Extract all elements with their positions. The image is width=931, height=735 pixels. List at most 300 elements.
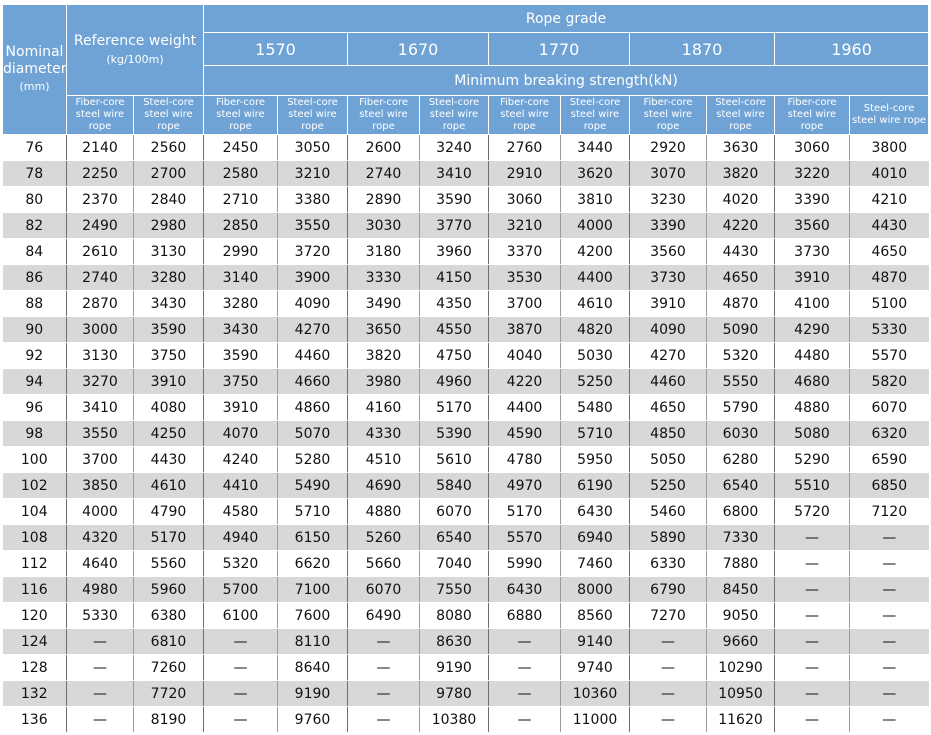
table-row	[3, 707, 929, 733]
value-cell: 4430	[707, 239, 775, 265]
value-cell: —	[775, 577, 850, 603]
steel-core-subheader: Steel-core steel wire rope	[420, 96, 489, 135]
value-cell: 2740	[348, 161, 420, 187]
diameter-cell: 82	[3, 213, 67, 239]
value-cell: —	[775, 525, 850, 551]
value-cell: 6800	[707, 499, 775, 525]
value-cell: 5490	[278, 473, 348, 499]
value-cell: 3730	[775, 239, 850, 265]
table-row	[3, 655, 929, 681]
value-cell: 6280	[707, 447, 775, 473]
value-cell: 5720	[775, 499, 850, 525]
value-cell: 3910	[775, 265, 850, 291]
value-cell: 10380	[420, 707, 489, 733]
rope-type-subheader-row	[3, 96, 929, 135]
value-cell: 4270	[630, 343, 707, 369]
value-cell: 4160	[348, 395, 420, 421]
value-cell: 4220	[489, 369, 561, 395]
value-cell: 4650	[630, 395, 707, 421]
value-cell: 2980	[134, 213, 204, 239]
value-cell: 4650	[850, 239, 929, 265]
value-cell: 5250	[630, 473, 707, 499]
value-cell: 8110	[278, 629, 348, 655]
diameter-cell: 94	[3, 369, 67, 395]
value-cell: 7550	[420, 577, 489, 603]
value-cell: —	[67, 707, 134, 733]
value-cell: 3000	[67, 317, 134, 343]
value-cell: —	[67, 629, 134, 655]
value-cell: 7040	[420, 551, 489, 577]
value-cell: 6880	[489, 603, 561, 629]
value-cell: 2850	[204, 213, 278, 239]
value-cell: 9050	[707, 603, 775, 629]
table-row	[3, 421, 929, 447]
value-cell: 3810	[561, 187, 630, 213]
value-cell: 5990	[489, 551, 561, 577]
value-cell: 5700	[204, 577, 278, 603]
value-cell: 3750	[204, 369, 278, 395]
value-cell: 9190	[420, 655, 489, 681]
value-cell: 5090	[707, 317, 775, 343]
diameter-cell: 86	[3, 265, 67, 291]
value-cell: 5950	[561, 447, 630, 473]
value-cell: 3650	[348, 317, 420, 343]
value-cell: 3980	[348, 369, 420, 395]
value-cell: 6380	[134, 603, 204, 629]
value-cell: 3910	[134, 369, 204, 395]
diameter-cell: 116	[3, 577, 67, 603]
value-cell: 3430	[134, 291, 204, 317]
value-cell: 5280	[278, 447, 348, 473]
value-cell: —	[204, 681, 278, 707]
value-cell: 4610	[561, 291, 630, 317]
value-cell: 2920	[630, 135, 707, 161]
value-cell: 6590	[850, 447, 929, 473]
value-cell: —	[204, 655, 278, 681]
diameter-cell: 78	[3, 161, 67, 187]
value-cell: 4250	[134, 421, 204, 447]
rope-grade-header: Rope grade	[204, 5, 929, 33]
value-cell: 5170	[134, 525, 204, 551]
value-cell: 4080	[134, 395, 204, 421]
value-cell: 9140	[561, 629, 630, 655]
diameter-cell: 136	[3, 707, 67, 733]
value-cell: 4870	[850, 265, 929, 291]
value-cell: —	[775, 681, 850, 707]
value-cell: 5560	[134, 551, 204, 577]
table-row	[3, 447, 929, 473]
value-cell: 3750	[134, 343, 204, 369]
value-cell: 8000	[561, 577, 630, 603]
value-cell: 3050	[278, 135, 348, 161]
value-cell: 4980	[67, 577, 134, 603]
value-cell: 6070	[348, 577, 420, 603]
value-cell: 3030	[348, 213, 420, 239]
reference-weight-header	[67, 5, 204, 96]
value-cell: 4100	[775, 291, 850, 317]
table-row	[3, 499, 929, 525]
grade-1960-header: 1960	[775, 33, 929, 66]
value-cell: 4880	[775, 395, 850, 421]
table-row	[3, 317, 929, 343]
value-cell: 3730	[630, 265, 707, 291]
diameter-cell: 104	[3, 499, 67, 525]
steel-core-subheader: Steel-core steel wire rope	[561, 96, 630, 135]
diameter-cell: 100	[3, 447, 67, 473]
value-cell: —	[630, 655, 707, 681]
value-cell: 2250	[67, 161, 134, 187]
value-cell: 3850	[67, 473, 134, 499]
diameter-cell: 112	[3, 551, 67, 577]
value-cell: 4590	[489, 421, 561, 447]
value-cell: 3130	[67, 343, 134, 369]
value-cell: 2580	[204, 161, 278, 187]
value-cell: 8630	[420, 629, 489, 655]
nominal-diameter-label: Nominal diameter	[3, 44, 67, 77]
value-cell: 4780	[489, 447, 561, 473]
value-cell: 3270	[67, 369, 134, 395]
value-cell: 5290	[775, 447, 850, 473]
value-cell: 4870	[707, 291, 775, 317]
reference-weight-label: Reference weight	[73, 32, 197, 49]
value-cell: 3550	[278, 213, 348, 239]
value-cell: 3140	[204, 265, 278, 291]
value-cell: 4460	[278, 343, 348, 369]
value-cell: —	[489, 655, 561, 681]
value-cell: 4240	[204, 447, 278, 473]
value-cell: 4270	[278, 317, 348, 343]
value-cell: 4350	[420, 291, 489, 317]
value-cell: 2610	[67, 239, 134, 265]
value-cell: —	[204, 707, 278, 733]
value-cell: 5570	[489, 525, 561, 551]
value-cell: 3590	[420, 187, 489, 213]
value-cell: 4610	[134, 473, 204, 499]
value-cell: 4430	[134, 447, 204, 473]
value-cell: 3910	[630, 291, 707, 317]
value-cell: 8560	[561, 603, 630, 629]
value-cell: 9190	[278, 681, 348, 707]
value-cell: 3370	[489, 239, 561, 265]
value-cell: —	[850, 525, 929, 551]
value-cell: 4320	[67, 525, 134, 551]
table-row	[3, 395, 929, 421]
value-cell: 3240	[420, 135, 489, 161]
value-cell: 3330	[348, 265, 420, 291]
value-cell: —	[489, 681, 561, 707]
value-cell: 5570	[850, 343, 929, 369]
value-cell: 2700	[134, 161, 204, 187]
value-cell: 5710	[561, 421, 630, 447]
value-cell: 7120	[850, 499, 929, 525]
value-cell: 4510	[348, 447, 420, 473]
value-cell: 3430	[204, 317, 278, 343]
value-cell: 5960	[134, 577, 204, 603]
value-cell: 2760	[489, 135, 561, 161]
value-cell: 2840	[134, 187, 204, 213]
value-cell: 6100	[204, 603, 278, 629]
value-cell: 4090	[278, 291, 348, 317]
value-cell: 3390	[630, 213, 707, 239]
value-cell: —	[630, 707, 707, 733]
value-cell: 3590	[204, 343, 278, 369]
value-cell: 4020	[707, 187, 775, 213]
value-cell: 3130	[134, 239, 204, 265]
value-cell: 8080	[420, 603, 489, 629]
value-cell: 4090	[630, 317, 707, 343]
value-cell: 5330	[850, 317, 929, 343]
nominal-diameter-unit: (mm)	[19, 80, 50, 93]
value-cell: 6070	[850, 395, 929, 421]
value-cell: 6330	[630, 551, 707, 577]
value-cell: 3070	[630, 161, 707, 187]
value-cell: 3550	[67, 421, 134, 447]
value-cell: 4550	[420, 317, 489, 343]
value-cell: 5480	[561, 395, 630, 421]
value-cell: 8450	[707, 577, 775, 603]
value-cell: 4200	[561, 239, 630, 265]
value-cell: 2910	[489, 161, 561, 187]
value-cell: 3280	[204, 291, 278, 317]
value-cell: 7330	[707, 525, 775, 551]
value-cell: 4650	[707, 265, 775, 291]
value-cell: 4210	[850, 187, 929, 213]
value-cell: 3620	[561, 161, 630, 187]
value-cell: 4290	[775, 317, 850, 343]
value-cell: 3210	[489, 213, 561, 239]
value-cell: —	[775, 551, 850, 577]
value-cell: 5710	[278, 499, 348, 525]
value-cell: 2140	[67, 135, 134, 161]
value-cell: 7260	[134, 655, 204, 681]
diameter-cell: 128	[3, 655, 67, 681]
diameter-cell: 88	[3, 291, 67, 317]
steel-core-subheader: Steel-core steel wire rope	[850, 96, 929, 135]
value-cell: 4690	[348, 473, 420, 499]
table-row	[3, 135, 929, 161]
value-cell: 4410	[204, 473, 278, 499]
value-cell: 6620	[278, 551, 348, 577]
grade-1570-header: 1570	[204, 33, 348, 66]
value-cell: 9760	[278, 707, 348, 733]
value-cell: 5030	[561, 343, 630, 369]
table-row	[3, 291, 929, 317]
value-cell: 8640	[278, 655, 348, 681]
value-cell: 6070	[420, 499, 489, 525]
value-cell: 5840	[420, 473, 489, 499]
table-row	[3, 681, 929, 707]
diameter-cell: 84	[3, 239, 67, 265]
value-cell: 4860	[278, 395, 348, 421]
value-cell: 4880	[348, 499, 420, 525]
value-cell: 4940	[204, 525, 278, 551]
value-cell: 2450	[204, 135, 278, 161]
value-cell: 5250	[561, 369, 630, 395]
value-cell: 6030	[707, 421, 775, 447]
value-cell: 5390	[420, 421, 489, 447]
value-cell: 3440	[561, 135, 630, 161]
table-row	[3, 265, 929, 291]
value-cell: 3770	[420, 213, 489, 239]
table-row	[3, 369, 929, 395]
value-cell: 3720	[278, 239, 348, 265]
value-cell: —	[348, 655, 420, 681]
steel-core-subheader: Steel-core steel wire rope	[134, 96, 204, 135]
value-cell: 4480	[775, 343, 850, 369]
value-cell: —	[850, 577, 929, 603]
value-cell: 9780	[420, 681, 489, 707]
fiber-core-subheader: Fiber-core steel wire rope	[67, 96, 134, 135]
value-cell: 6810	[134, 629, 204, 655]
value-cell: 5100	[850, 291, 929, 317]
value-cell: 3560	[630, 239, 707, 265]
value-cell: 2740	[67, 265, 134, 291]
steel-core-subheader: Steel-core steel wire rope	[707, 96, 775, 135]
value-cell: 7880	[707, 551, 775, 577]
grade-1670-header: 1670	[348, 33, 489, 66]
value-cell: 6850	[850, 473, 929, 499]
table-row	[3, 213, 929, 239]
value-cell: 6790	[630, 577, 707, 603]
value-cell: 6190	[561, 473, 630, 499]
table-row	[3, 551, 929, 577]
value-cell: 4750	[420, 343, 489, 369]
value-cell: 10290	[707, 655, 775, 681]
value-cell: 3820	[348, 343, 420, 369]
value-cell: 6540	[420, 525, 489, 551]
table-body	[3, 135, 929, 733]
value-cell: 2990	[204, 239, 278, 265]
value-cell: 4430	[850, 213, 929, 239]
value-cell: 5890	[630, 525, 707, 551]
value-cell: 3230	[630, 187, 707, 213]
value-cell: 3280	[134, 265, 204, 291]
value-cell: 6940	[561, 525, 630, 551]
value-cell: 2890	[348, 187, 420, 213]
value-cell: 4640	[67, 551, 134, 577]
table-row	[3, 343, 929, 369]
value-cell: 4220	[707, 213, 775, 239]
value-cell: 5610	[420, 447, 489, 473]
steel-core-subheader: Steel-core steel wire rope	[278, 96, 348, 135]
value-cell: 5460	[630, 499, 707, 525]
value-cell: —	[850, 551, 929, 577]
value-cell: 6320	[850, 421, 929, 447]
value-cell: 9660	[707, 629, 775, 655]
diameter-cell: 120	[3, 603, 67, 629]
fiber-core-subheader: Fiber-core steel wire rope	[348, 96, 420, 135]
value-cell: 5070	[278, 421, 348, 447]
value-cell: 3820	[707, 161, 775, 187]
fiber-core-subheader: Fiber-core steel wire rope	[204, 96, 278, 135]
value-cell: —	[850, 707, 929, 733]
value-cell: 6150	[278, 525, 348, 551]
table-row	[3, 161, 929, 187]
value-cell: 7460	[561, 551, 630, 577]
value-cell: 7270	[630, 603, 707, 629]
value-cell: 4680	[775, 369, 850, 395]
value-cell: 4970	[489, 473, 561, 499]
diameter-cell: 96	[3, 395, 67, 421]
value-cell: 2370	[67, 187, 134, 213]
value-cell: 4150	[420, 265, 489, 291]
value-cell: 4400	[489, 395, 561, 421]
value-cell: 3590	[134, 317, 204, 343]
diameter-cell: 80	[3, 187, 67, 213]
value-cell: —	[489, 707, 561, 733]
value-cell: 3700	[489, 291, 561, 317]
value-cell: 3800	[850, 135, 929, 161]
value-cell: 9740	[561, 655, 630, 681]
value-cell: 3530	[489, 265, 561, 291]
value-cell: 7600	[278, 603, 348, 629]
value-cell: —	[348, 707, 420, 733]
value-cell: 5080	[775, 421, 850, 447]
value-cell: 5320	[204, 551, 278, 577]
value-cell: 3390	[775, 187, 850, 213]
value-cell: 3380	[278, 187, 348, 213]
value-cell: 4850	[630, 421, 707, 447]
value-cell: —	[348, 629, 420, 655]
value-cell: 3210	[278, 161, 348, 187]
table-row	[3, 473, 929, 499]
table-row	[3, 629, 929, 655]
value-cell: 6430	[489, 577, 561, 603]
value-cell: 3410	[67, 395, 134, 421]
value-cell: 6540	[707, 473, 775, 499]
value-cell: 6430	[561, 499, 630, 525]
value-cell: 2490	[67, 213, 134, 239]
value-cell: 4820	[561, 317, 630, 343]
value-cell: —	[204, 629, 278, 655]
wire-rope-table	[2, 4, 929, 733]
value-cell: 7100	[278, 577, 348, 603]
value-cell: 5820	[850, 369, 929, 395]
value-cell: 11620	[707, 707, 775, 733]
diameter-cell: 92	[3, 343, 67, 369]
value-cell: 10950	[707, 681, 775, 707]
value-cell: 4330	[348, 421, 420, 447]
value-cell: 2870	[67, 291, 134, 317]
value-cell: 7720	[134, 681, 204, 707]
value-cell: 5510	[775, 473, 850, 499]
diameter-cell: 102	[3, 473, 67, 499]
value-cell: 11000	[561, 707, 630, 733]
table-row	[3, 577, 929, 603]
value-cell: —	[775, 629, 850, 655]
value-cell: —	[67, 655, 134, 681]
value-cell: 6490	[348, 603, 420, 629]
value-cell: 3220	[775, 161, 850, 187]
value-cell: 5320	[707, 343, 775, 369]
diameter-cell: 98	[3, 421, 67, 447]
diameter-cell: 108	[3, 525, 67, 551]
value-cell: —	[489, 629, 561, 655]
value-cell: 4070	[204, 421, 278, 447]
value-cell: 3410	[420, 161, 489, 187]
value-cell: —	[630, 681, 707, 707]
value-cell: 3700	[67, 447, 134, 473]
value-cell: 3910	[204, 395, 278, 421]
fiber-core-subheader: Fiber-core steel wire rope	[489, 96, 561, 135]
value-cell: —	[775, 603, 850, 629]
min-breaking-strength-header: Minimum breaking strength(kN)	[204, 66, 929, 96]
value-cell: —	[775, 707, 850, 733]
value-cell: 2560	[134, 135, 204, 161]
value-cell: 2600	[348, 135, 420, 161]
table-row	[3, 525, 929, 551]
value-cell: 3900	[278, 265, 348, 291]
